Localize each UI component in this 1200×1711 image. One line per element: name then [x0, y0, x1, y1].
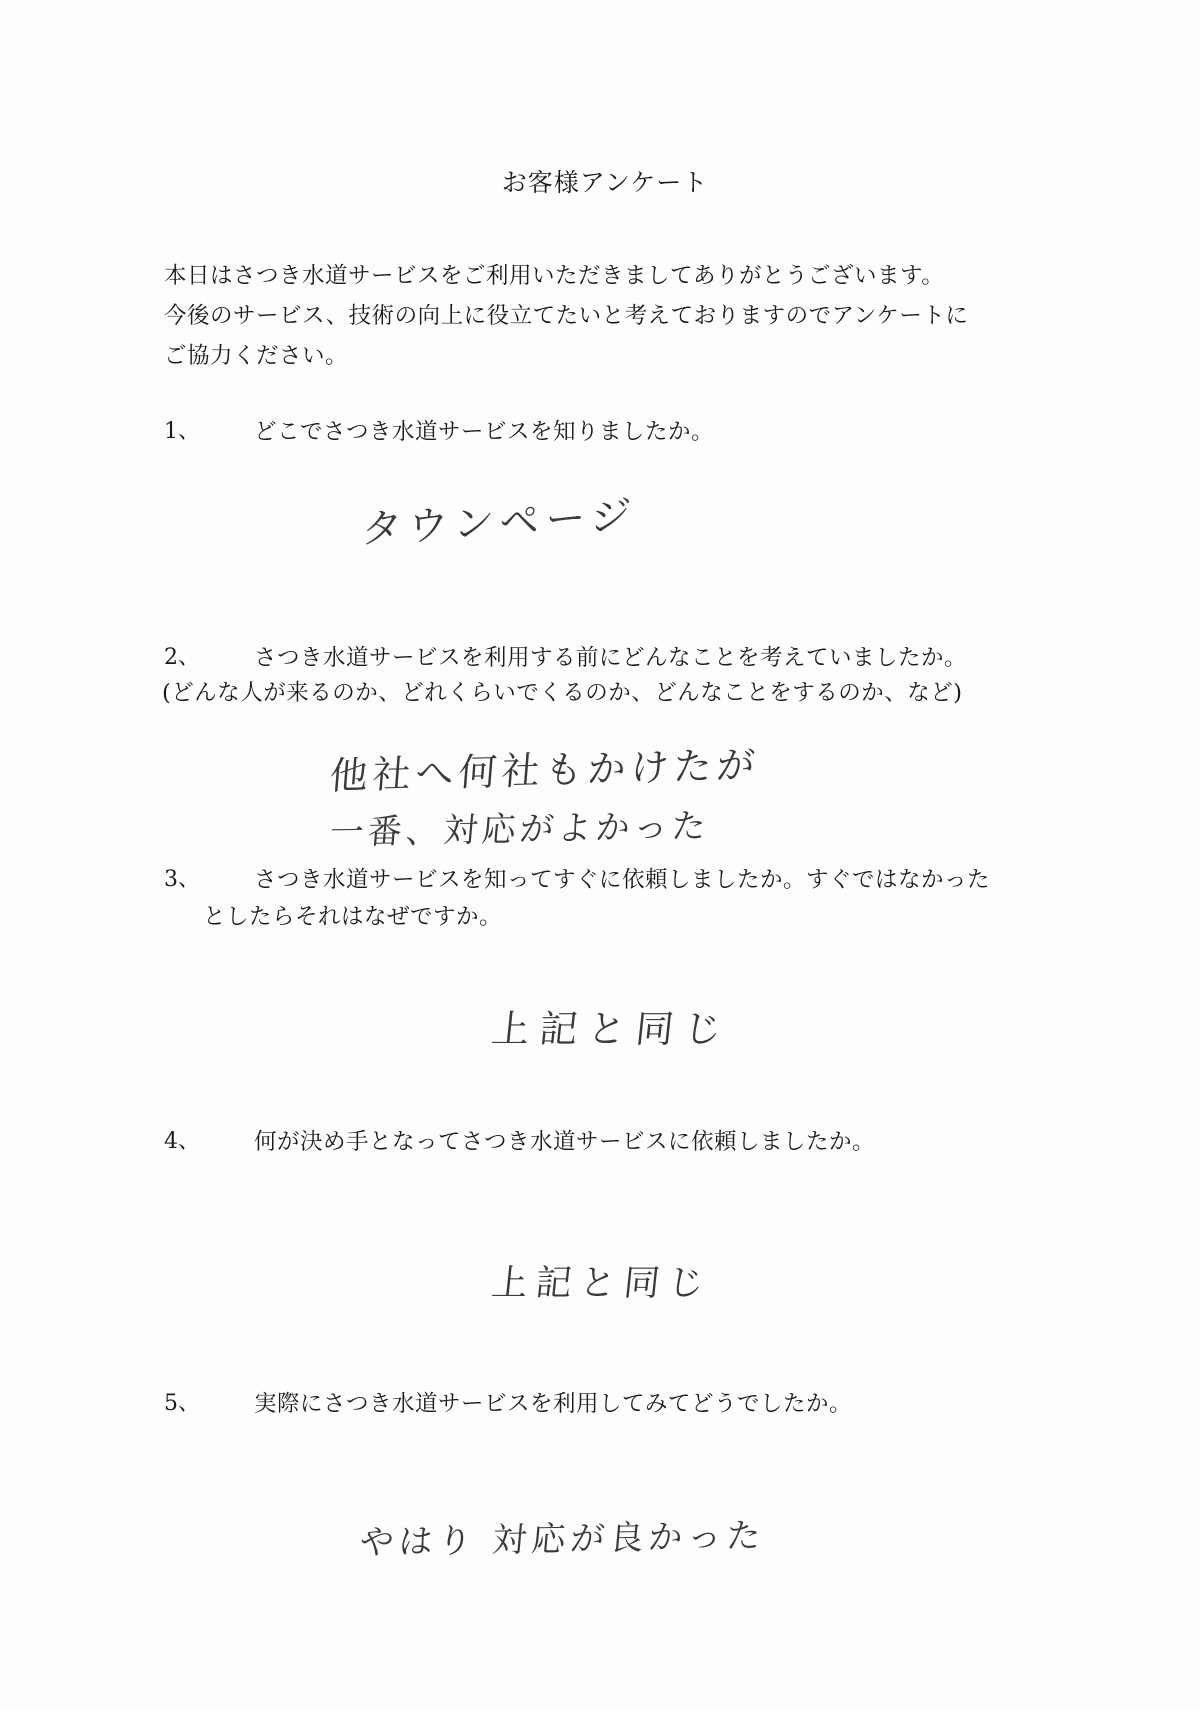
question-2-subtext: (どんな人が来るのか、どれくらいでくるのか、どんなことをするのか、など) [162, 680, 963, 706]
intro-line: 今後のサービス、技術の向上に役立てたいと考えておりますのでアンケートに [164, 303, 969, 329]
page-title: お客様アンケート [501, 168, 709, 197]
question-2-number: 2、 [164, 645, 200, 670]
question-1-number: 1、 [164, 419, 200, 444]
intro-paragraph [164, 256, 968, 376]
question-2-text: さつき水道サービスを利用する前にどんなことを考えていましたか。 [254, 645, 968, 671]
question-2-handwritten-answer-line: 他社へ何社もかけたが [327, 742, 762, 799]
intro-line: 本日はさつき水道サービスをご利用いただきましてありがとうございます。 [164, 263, 945, 289]
question-5-text: 実際にさつき水道サービスを利用してみてどうでしたか。 [254, 1391, 853, 1417]
intro-line: ご協力ください。 [164, 343, 349, 369]
question-2-handwritten-answer-line: 一番、対応がよかった [327, 806, 712, 854]
question-3-handwritten-answer: 上記と同じ [489, 1007, 734, 1051]
question-1-text: どこでさつき水道サービスを知りましたか。 [254, 419, 715, 445]
question-5-number: 5、 [164, 1391, 200, 1416]
question-3-subtext: としたらそれはなぜですか。 [203, 904, 503, 930]
question-3-text: さつき水道サービスを知ってすぐに依頼しましたか。すぐではなかった [254, 867, 991, 893]
question-3-number: 3、 [164, 867, 200, 892]
question-4-handwritten-answer: 上記と同じ [489, 1263, 714, 1304]
question-1-handwritten-answer: タウンページ [359, 492, 639, 554]
question-5-handwritten-answer: やはり 対応が良かった [357, 1515, 768, 1564]
question-4-number: 4、 [164, 1129, 200, 1154]
question-4-text: 何が決め手となってさつき水道サービスに依頼しましたか。 [254, 1129, 876, 1155]
